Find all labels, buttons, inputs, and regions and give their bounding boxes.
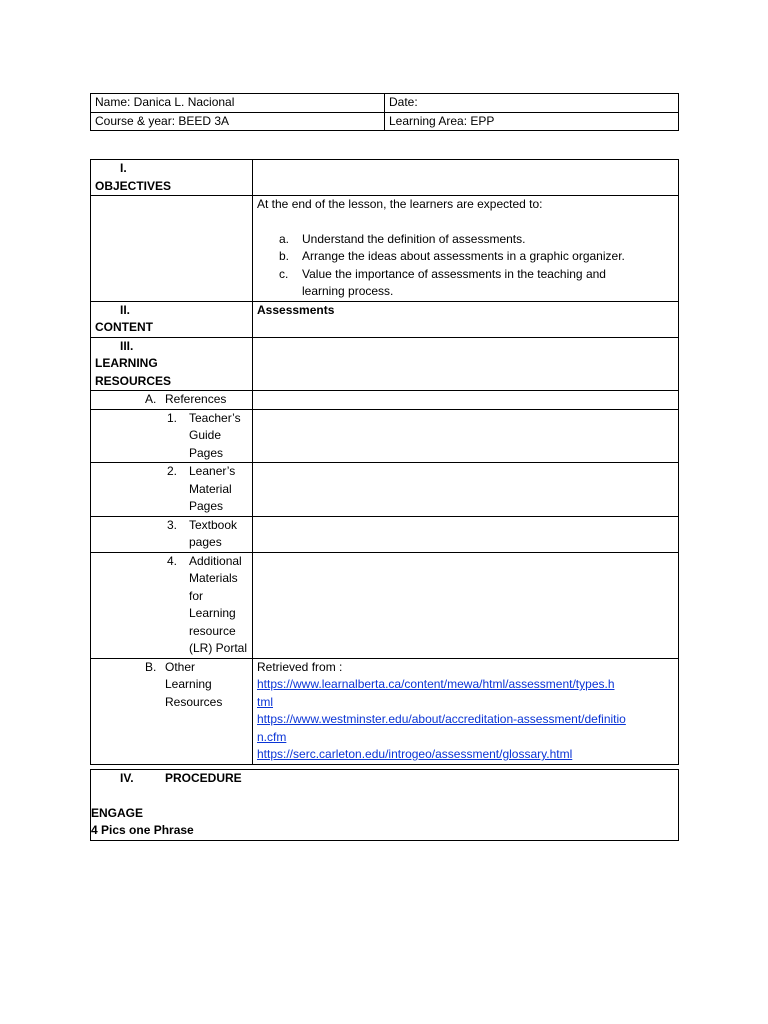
objective-marker: c. — [279, 266, 289, 281]
objective-text: Value the importance of assessments in the teaching and learning process. — [302, 266, 606, 298]
reference-row-value — [253, 463, 679, 517]
references-heading — [91, 391, 253, 410]
reference-text: Textbook pages — [189, 517, 238, 549]
objective-item — [257, 266, 674, 301]
objectives-body — [253, 196, 679, 302]
procedure-numeral: IV. — [120, 771, 134, 785]
objective-item — [257, 231, 674, 249]
objective-text: Understand the definition of assessments. — [302, 231, 526, 246]
objectives-heading — [91, 160, 253, 196]
content-value: Assessments — [253, 301, 679, 337]
resource-link[interactable]: https://www.westminster.edu/about/accreditation-assessment/definition.cfm — [257, 712, 626, 744]
objective-marker: b. — [279, 249, 290, 263]
learning-area-cell: Learning Area: EPP — [385, 112, 679, 131]
objectives-list — [257, 231, 674, 301]
other-resources-value — [253, 658, 679, 764]
content-title: CONTENT — [95, 320, 153, 334]
content-heading — [91, 301, 253, 337]
procedure-heading — [95, 770, 674, 788]
references-title: References — [165, 392, 227, 406]
reference-marker: 4. — [167, 553, 178, 568]
name-cell: Name: Danica L. Nacional — [91, 94, 385, 113]
content-numeral: II. — [120, 302, 131, 317]
learning-resources-value — [253, 337, 679, 391]
other-resources-heading — [91, 658, 253, 764]
course-cell: Course & year: BEED 3A — [91, 112, 385, 131]
reference-row-value — [253, 409, 679, 463]
engage-activity: 4 Pics one Phrase — [91, 823, 194, 837]
objectives-title: OBJECTIVES — [95, 178, 172, 193]
procedure-title: PROCEDURE — [165, 771, 242, 785]
learning-resources-heading — [91, 337, 253, 391]
reference-row-label — [91, 552, 253, 658]
reference-text: Additional Materials for Learning resource (LR) Portal — [189, 553, 248, 655]
reference-text: Leaner’s Material Pages — [189, 464, 236, 513]
header-info-table — [90, 93, 679, 131]
objective-marker: a. — [279, 231, 290, 246]
objectives-numeral: I. — [120, 161, 127, 175]
objectives-intro: At the end of the lesson, the learners are expected to: — [257, 197, 543, 211]
objectives-label-empty — [91, 196, 253, 302]
procedure-cell — [91, 770, 679, 841]
objectives-heading-value — [253, 160, 679, 196]
lesson-plan-table — [90, 159, 679, 765]
reference-marker: 3. — [167, 517, 178, 532]
objective-item — [257, 248, 674, 266]
learning-resources-numeral: III. — [120, 338, 134, 353]
retrieved-label: Retrieved from : — [257, 659, 343, 674]
other-resources-title: Other Learning Resources — [165, 659, 223, 709]
learning-resources-title: LEARNING RESOURCES — [95, 356, 172, 388]
reference-row-label — [91, 516, 253, 552]
date-cell: Date: — [385, 94, 679, 113]
reference-marker: 2. — [167, 464, 178, 478]
reference-row-value — [253, 516, 679, 552]
reference-row-label — [91, 409, 253, 463]
procedure-table — [90, 769, 679, 841]
engage-heading: ENGAGE — [91, 805, 144, 820]
reference-row-label — [91, 463, 253, 517]
reference-marker: 1. — [167, 410, 178, 425]
references-marker: A. — [145, 392, 157, 406]
references-value — [253, 391, 679, 410]
reference-row-value — [253, 552, 679, 658]
objective-text: Arrange the ideas about assessments in a graphic organizer. — [302, 249, 625, 263]
reference-text: Teacher’s Guide Pages — [189, 410, 241, 460]
resource-link[interactable]: https://www.learnalberta.ca/content/mewa/html/assessment/types.html — [257, 677, 615, 709]
resource-link[interactable]: https://serc.carleton.edu/introgeo/assessment/glossary.html — [257, 747, 573, 761]
other-resources-marker: B. — [145, 659, 157, 674]
